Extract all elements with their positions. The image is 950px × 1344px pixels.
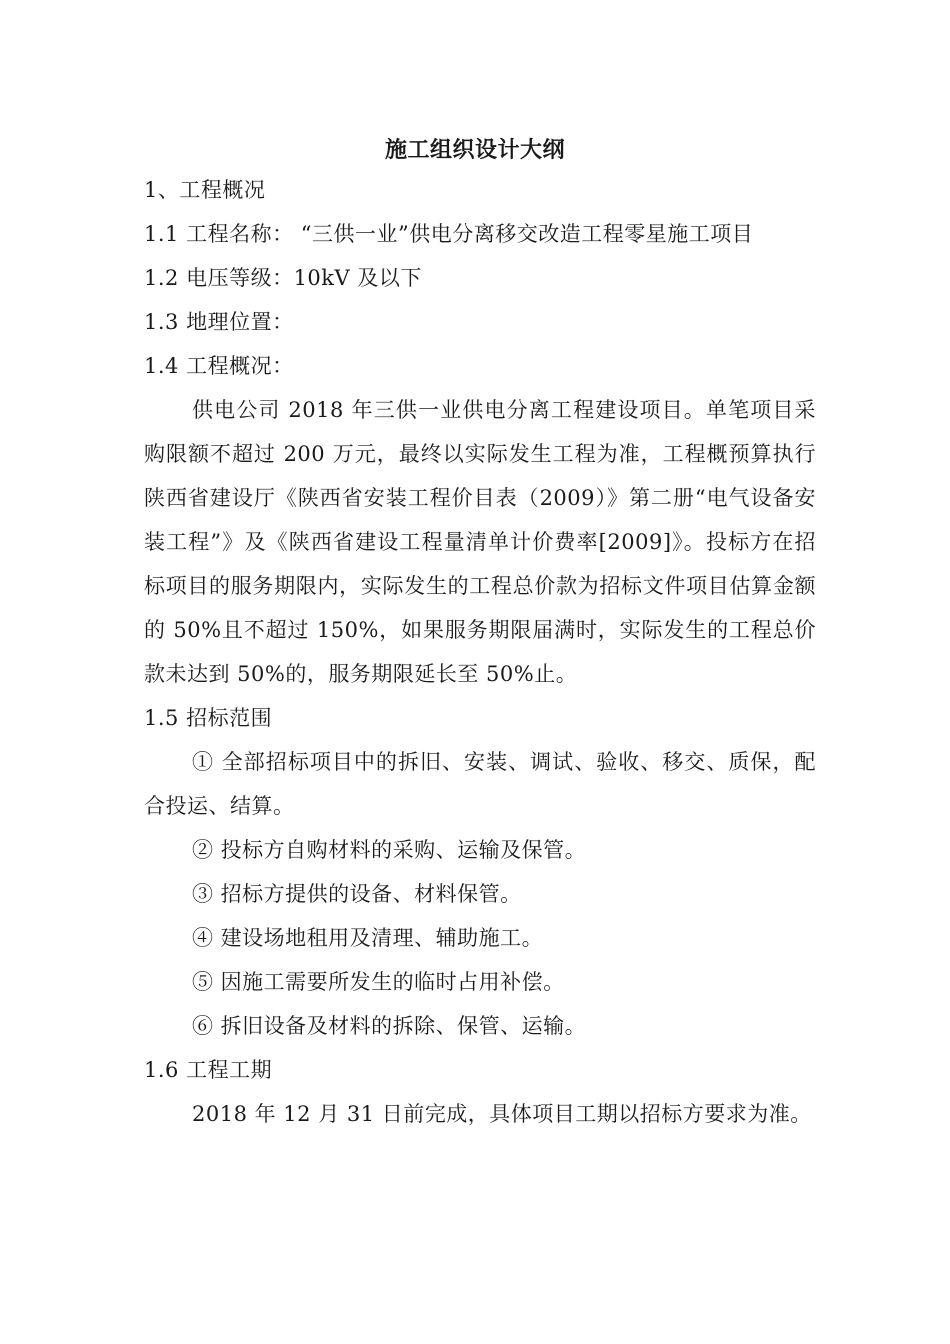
scope-item-2: ② 投标方自购材料的采购、运输及保管。 bbox=[192, 838, 587, 862]
project-name: 1.1 工程名称： “三供一业”供电分离移交改造工程零星施工项目 bbox=[144, 222, 754, 246]
section-heading-1: 1、工程概况 bbox=[144, 178, 266, 202]
scope-item-3: ③ 招标方提供的设备、材料保管。 bbox=[192, 882, 522, 906]
construction-period-text: 2018 年 12 月 31 日前完成，具体项目工期以招标方要求为准。 bbox=[192, 1102, 812, 1126]
document-title: 施工组织设计大纲 bbox=[384, 137, 565, 163]
project-overview-heading: 1.4 工程概况： bbox=[144, 354, 294, 378]
scope-item-6: ⑥ 拆旧设备及材料的拆除、保管、运输。 bbox=[192, 1014, 587, 1038]
voltage-level: 1.2 电压等级：10kV 及以下 bbox=[144, 266, 422, 290]
bidding-scope-heading: 1.5 招标范围 bbox=[144, 706, 273, 730]
scope-item-5: ⑤ 因施工需要所发生的临时占用补偿。 bbox=[192, 970, 565, 994]
scope-item-1: ① 全部招标项目中的拆旧、安装、调试、验收、移交、质保，配合投运、结算。 bbox=[144, 750, 816, 818]
document-body bbox=[144, 168, 816, 1136]
construction-period-heading: 1.6 工程工期 bbox=[144, 1058, 273, 1082]
geographic-location: 1.3 地理位置： bbox=[144, 310, 294, 334]
scope-item-4: ④ 建设场地租用及清理、辅助施工。 bbox=[192, 926, 544, 950]
project-overview-text: 供电公司 2018 年三供一业供电分离工程建设项目。单笔项目采购限额不超过 200 万元，最终以实际发生工程为准，工程概预算执行陕西省建设厅《陕西省安装工程价目表（2009）》第二册“电气设备安装工程”》及《陕西省建设工程量清单计价费率[2009]》。投标方在招标项目的服务期限内，实际发生的工程总价款为招标文件项目估算金额的 50%且不超过 150%，如果服务期限届满时，实际发生的工程总价款未达到 50%的，服务期限延长至 50%止。 bbox=[144, 398, 816, 686]
